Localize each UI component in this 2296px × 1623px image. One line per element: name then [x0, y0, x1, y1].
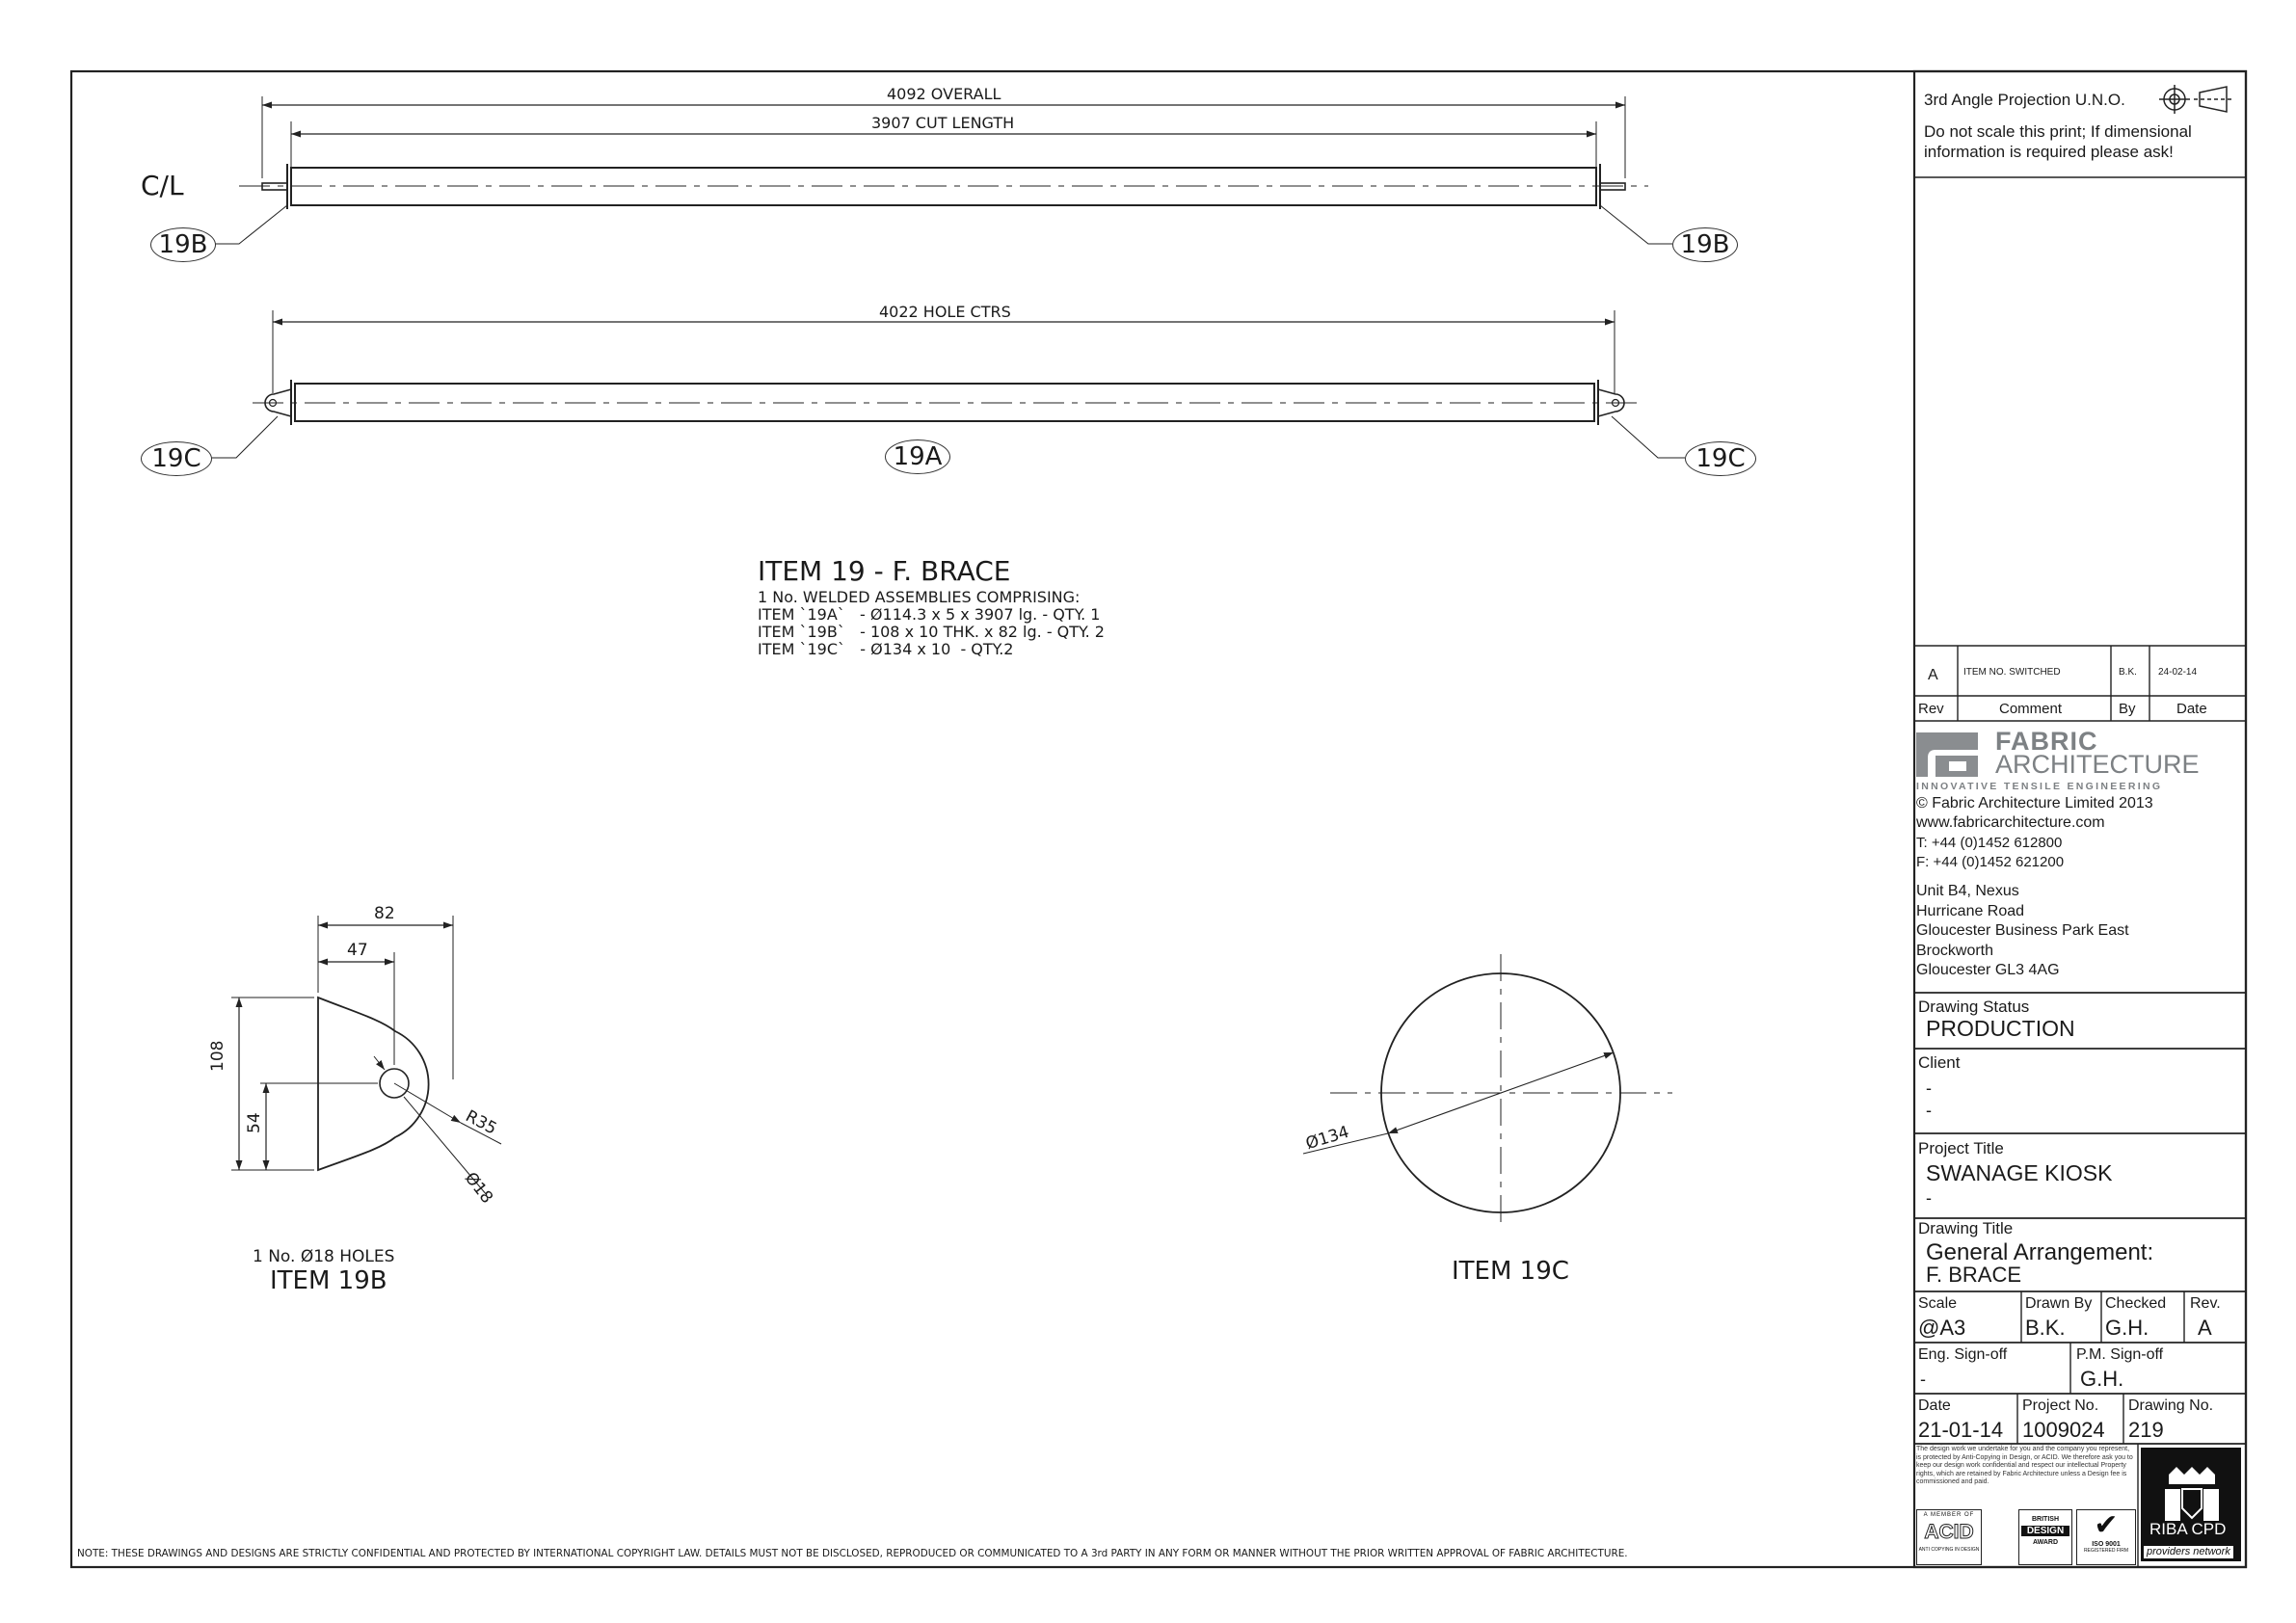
rev-date: 24-02-14: [2158, 667, 2198, 678]
dim-54-label: 54: [245, 1112, 264, 1133]
rev-comment: ITEM NO. SWITCHED: [1963, 667, 2061, 678]
fabric-architecture-logo-icon: [1916, 732, 1978, 777]
eng-label: Eng. Sign-off: [1918, 1346, 2008, 1363]
company-name-1: FABRIC: [1995, 727, 2098, 756]
by-header: By: [2119, 701, 2136, 717]
bda-3: AWARD: [2032, 1539, 2059, 1546]
projection-label: 3rd Angle Projection U.N.O.: [1924, 91, 2125, 109]
company-tagline: INNOVATIVE TENSILE ENGINEERING: [1916, 781, 2163, 792]
dim-47-label: 47: [347, 941, 368, 960]
bda-1: BRITISH: [2032, 1516, 2059, 1523]
iso-text-2: REGISTERED FIRM: [2083, 1548, 2129, 1554]
drawn-value: B.K.: [2025, 1316, 2066, 1340]
balloon-19b-right: 19B: [1672, 227, 1738, 262]
confidential-note: NOTE: THESE DRAWINGS AND DESIGNS ARE STRICTLY CONFIDENTIAL AND PROTECTED BY INTERNATIONAL COPYRIGHT LAW. DETAILS MUST NOT BE DISCLOSED, REPRODUCED OR COMMUNICATED TO A 3rd PARTY IN ANY FORM OR MANNER WITHOUT THE PRIOR WRITTEN APPROVAL OF FABRIC ARCHITECTURE.: [77, 1548, 1628, 1559]
rev-header: Rev: [1918, 701, 1944, 717]
d134-label: Ø134: [1303, 1122, 1352, 1155]
item-line-3: ITEM `19B` - 108 x 10 THK. x 82 lg. - QTY. 2: [758, 623, 1105, 641]
status-value: PRODUCTION: [1926, 1016, 2075, 1041]
item-title: ITEM 19 - F. BRACE: [758, 555, 1011, 587]
noscale-line-1: Do not scale this print; If dimensional: [1924, 122, 2192, 141]
projno-value: 1009024: [2022, 1418, 2105, 1442]
check-icon: ✔: [2094, 1509, 2119, 1541]
client-value-2: -: [1926, 1101, 1932, 1120]
balloon-19b-left: 19B: [150, 227, 216, 262]
acid-text: ACID: [1924, 1521, 1974, 1543]
client-value-1: -: [1926, 1078, 1932, 1098]
centerline-label: C/L: [141, 170, 184, 201]
bda-badge: [2018, 1509, 2072, 1565]
company-copyright: © Fabric Architecture Limited 2013: [1916, 795, 2153, 812]
address-line-2: Hurricane Road: [1916, 903, 2025, 919]
riba-text: RIBA CPD: [2149, 1520, 2227, 1538]
rev-label: Rev.: [2190, 1295, 2221, 1312]
dim-82-label: 82: [374, 904, 395, 923]
riba-logo-icon: [2141, 1448, 2241, 1561]
scale-value: @A3: [1918, 1316, 1966, 1340]
iso-badge: [2076, 1509, 2136, 1565]
address-line-1: Unit B4, Nexus: [1916, 883, 2019, 899]
date-label: Date: [1918, 1397, 1951, 1414]
dim-cut-label: 3907 CUT LENGTH: [871, 114, 1015, 132]
checked-value: G.H.: [2105, 1316, 2149, 1340]
checked-label: Checked: [2105, 1295, 2167, 1312]
pm-label: P.M. Sign-off: [2076, 1346, 2164, 1363]
acid-top: A MEMBER OF: [1923, 1512, 1975, 1518]
rev-value-tb: A: [2198, 1316, 2212, 1340]
scale-label: Scale: [1918, 1295, 1958, 1312]
noscale-line-2: information is required please ask!: [1924, 143, 2174, 161]
address-line-3: Gloucester Business Park East: [1916, 922, 2129, 939]
balloon-19c-right: 19C: [1685, 441, 1756, 476]
dim-overall-label: 4092 OVERALL: [887, 85, 1001, 103]
acid-bottom: ANTI COPYING IN DESIGN: [1918, 1547, 1980, 1553]
pm-value: G.H.: [2080, 1367, 2124, 1391]
company-name-2: ARCHITECTURE: [1995, 750, 2200, 779]
date-header: Date: [2176, 701, 2207, 717]
client-label: Client: [1918, 1053, 1961, 1072]
dwgno-label: Drawing No.: [2128, 1397, 2214, 1414]
rev-by: B.K.: [2119, 667, 2137, 678]
dim-hole-label: 4022 HOLE CTRS: [879, 303, 1011, 321]
company-web: www.fabricarchitecture.com: [1916, 814, 2105, 831]
riba-text-2: providers network: [2144, 1546, 2233, 1558]
item-line-1: 1 No. WELDED ASSEMBLIES COMPRISING:: [758, 588, 1081, 606]
project-value: SWANAGE KIOSK: [1926, 1160, 2113, 1185]
item-line-2: ITEM `19A` - Ø114.3 x 5 x 3907 lg. - QTY. 1: [758, 605, 1101, 624]
legal-text: The design work we undertake for you and the company you represent, is protected by Anti-Copying in Design, or ACID. We therefore ask you to keep our design work confidential and respect our intellectual Property rights, which are retained by Fabric Architecture unless a Design fee is commissioned and paid.: [1916, 1446, 2133, 1485]
project-label: Project Title: [1918, 1139, 2004, 1157]
item-19b-label: ITEM 19B: [270, 1266, 387, 1295]
bda-2: DESIGN: [2021, 1526, 2069, 1536]
date-value: 21-01-14: [1918, 1418, 2004, 1442]
holes-label: 1 No. Ø18 HOLES: [253, 1247, 395, 1266]
drawing-title-label: Drawing Title: [1918, 1219, 2014, 1237]
disc-19c-view: [1303, 954, 1672, 1229]
address-line-5: Gloucester GL3 4AG: [1916, 962, 2060, 978]
projno-label: Project No.: [2022, 1397, 2099, 1414]
status-label: Drawing Status: [1918, 998, 2030, 1016]
d18-label: Ø18: [460, 1168, 497, 1208]
tube-elevation-bottom: [210, 310, 1685, 458]
address-line-4: Brockworth: [1916, 943, 1994, 959]
balloon-19c-left: 19C: [141, 441, 212, 476]
projection-symbol-icon: [2159, 85, 2232, 114]
r35-label: R35: [462, 1106, 500, 1139]
item-19c-label: ITEM 19C: [1452, 1257, 1569, 1286]
eng-value: -: [1920, 1370, 1926, 1389]
rev-value: A: [1928, 667, 1938, 683]
drawing-title-2: F. BRACE: [1926, 1263, 2022, 1287]
drawing-title-1: General Arrangement:: [1926, 1239, 2154, 1265]
company-fax: F: +44 (0)1452 621200: [1916, 854, 2065, 870]
dim-108-label: 108: [208, 1040, 227, 1072]
dwgno-value: 219: [2128, 1418, 2164, 1442]
drawn-label: Drawn By: [2025, 1295, 2093, 1312]
acid-badge: [1916, 1509, 1982, 1565]
balloon-19a: 19A: [885, 439, 950, 474]
comment-header: Comment: [1999, 701, 2063, 717]
company-tel: T: +44 (0)1452 612800: [1916, 835, 2063, 851]
project-value-2: -: [1926, 1188, 1932, 1208]
item-line-4: ITEM `19C` - Ø134 x 10 - QTY.2: [758, 640, 1014, 658]
iso-text: ISO 9001: [2092, 1541, 2121, 1548]
